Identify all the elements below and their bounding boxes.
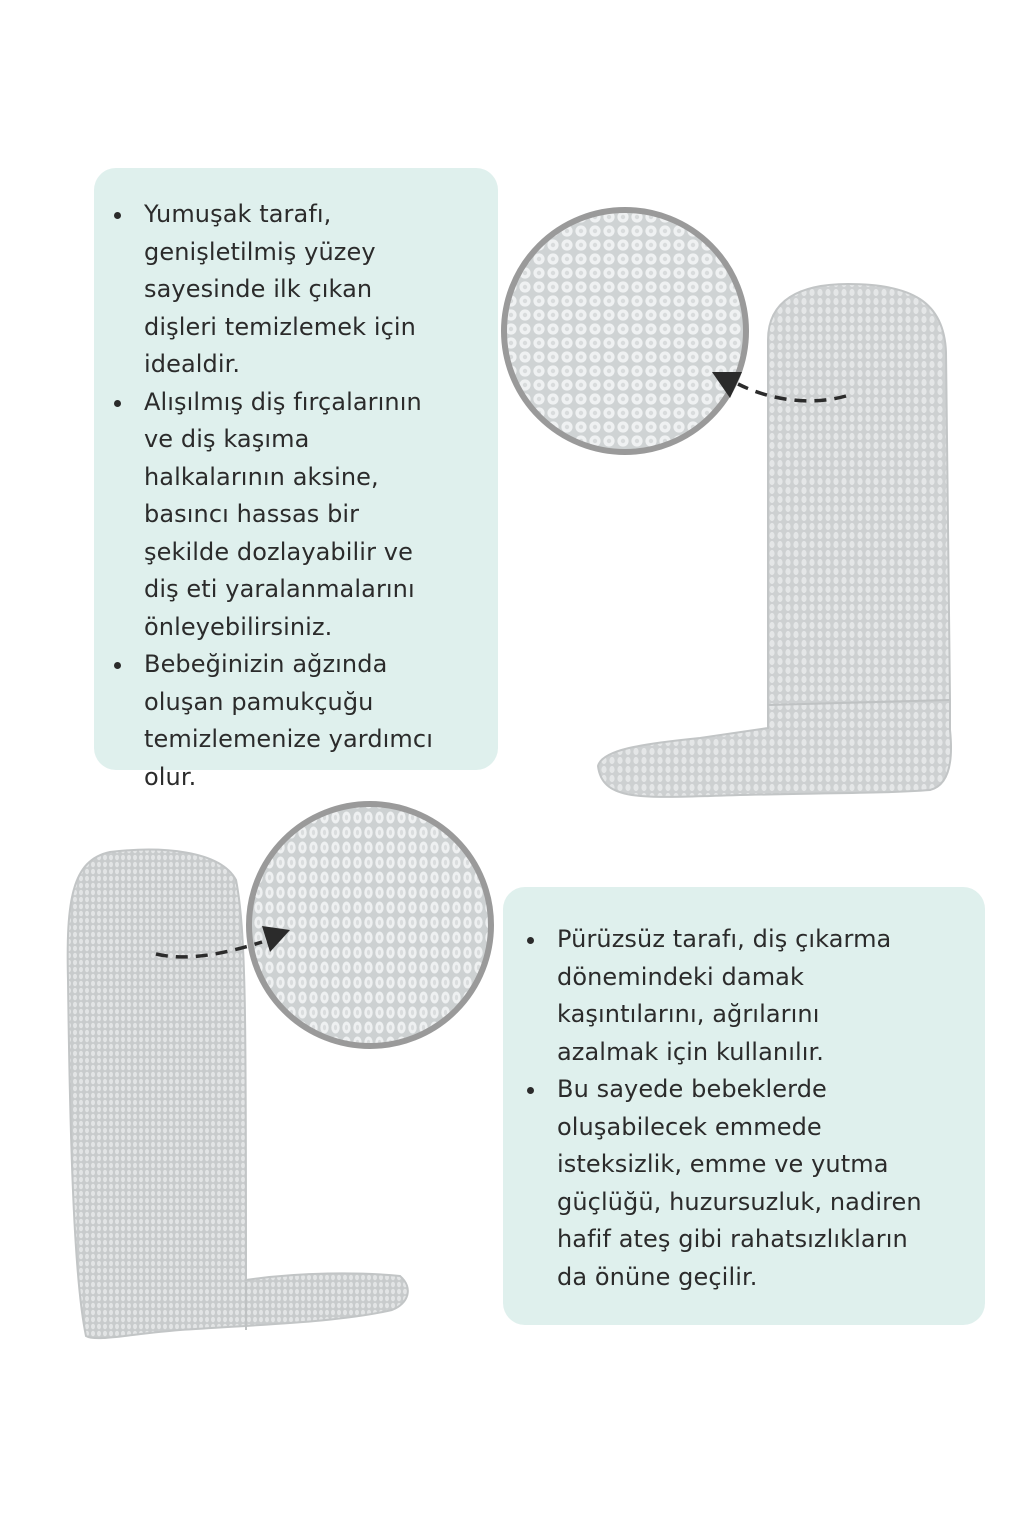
smooth-side-info-card: [503, 887, 985, 1325]
textured-side-info-card: [94, 168, 498, 791]
feature-bullet: Bebeğinizin ağzında oluşan pamukçuğu temizlemenize yardımcı olur.: [94, 646, 434, 796]
smooth-side-magnifier: [249, 804, 491, 1046]
feature-bullet: Yumuşak tarafı, genişletilmiş yüzey sayesinde ilk çıkan dişleri temizlemek için idealdir.: [94, 196, 434, 384]
feature-bullet: Alışılmış diş fırçalarının ve diş kaşıma halkalarının aksine, basıncı hassas bir şekilde dozlayabilir ve diş eti yaralanmalarını önleyebilirsiniz.: [94, 384, 434, 647]
feature-bullet: Pürüzsüz tarafı, diş çıkarma dönemindeki damak kaşıntılarını, ağrılarını azalmak için kullanılır.: [503, 921, 927, 1071]
textured-side-magnifier: [504, 210, 746, 452]
feature-list: [503, 921, 985, 1296]
feature-list: [94, 196, 498, 796]
feature-bullet: Bu sayede bebeklerde oluşabilecek emmede isteksizlik, emme ve yutma güçlüğü, huzursuzluk, nadiren hafif ateş gibi rahatsızlıkların da önüne geçilir.: [503, 1071, 927, 1296]
